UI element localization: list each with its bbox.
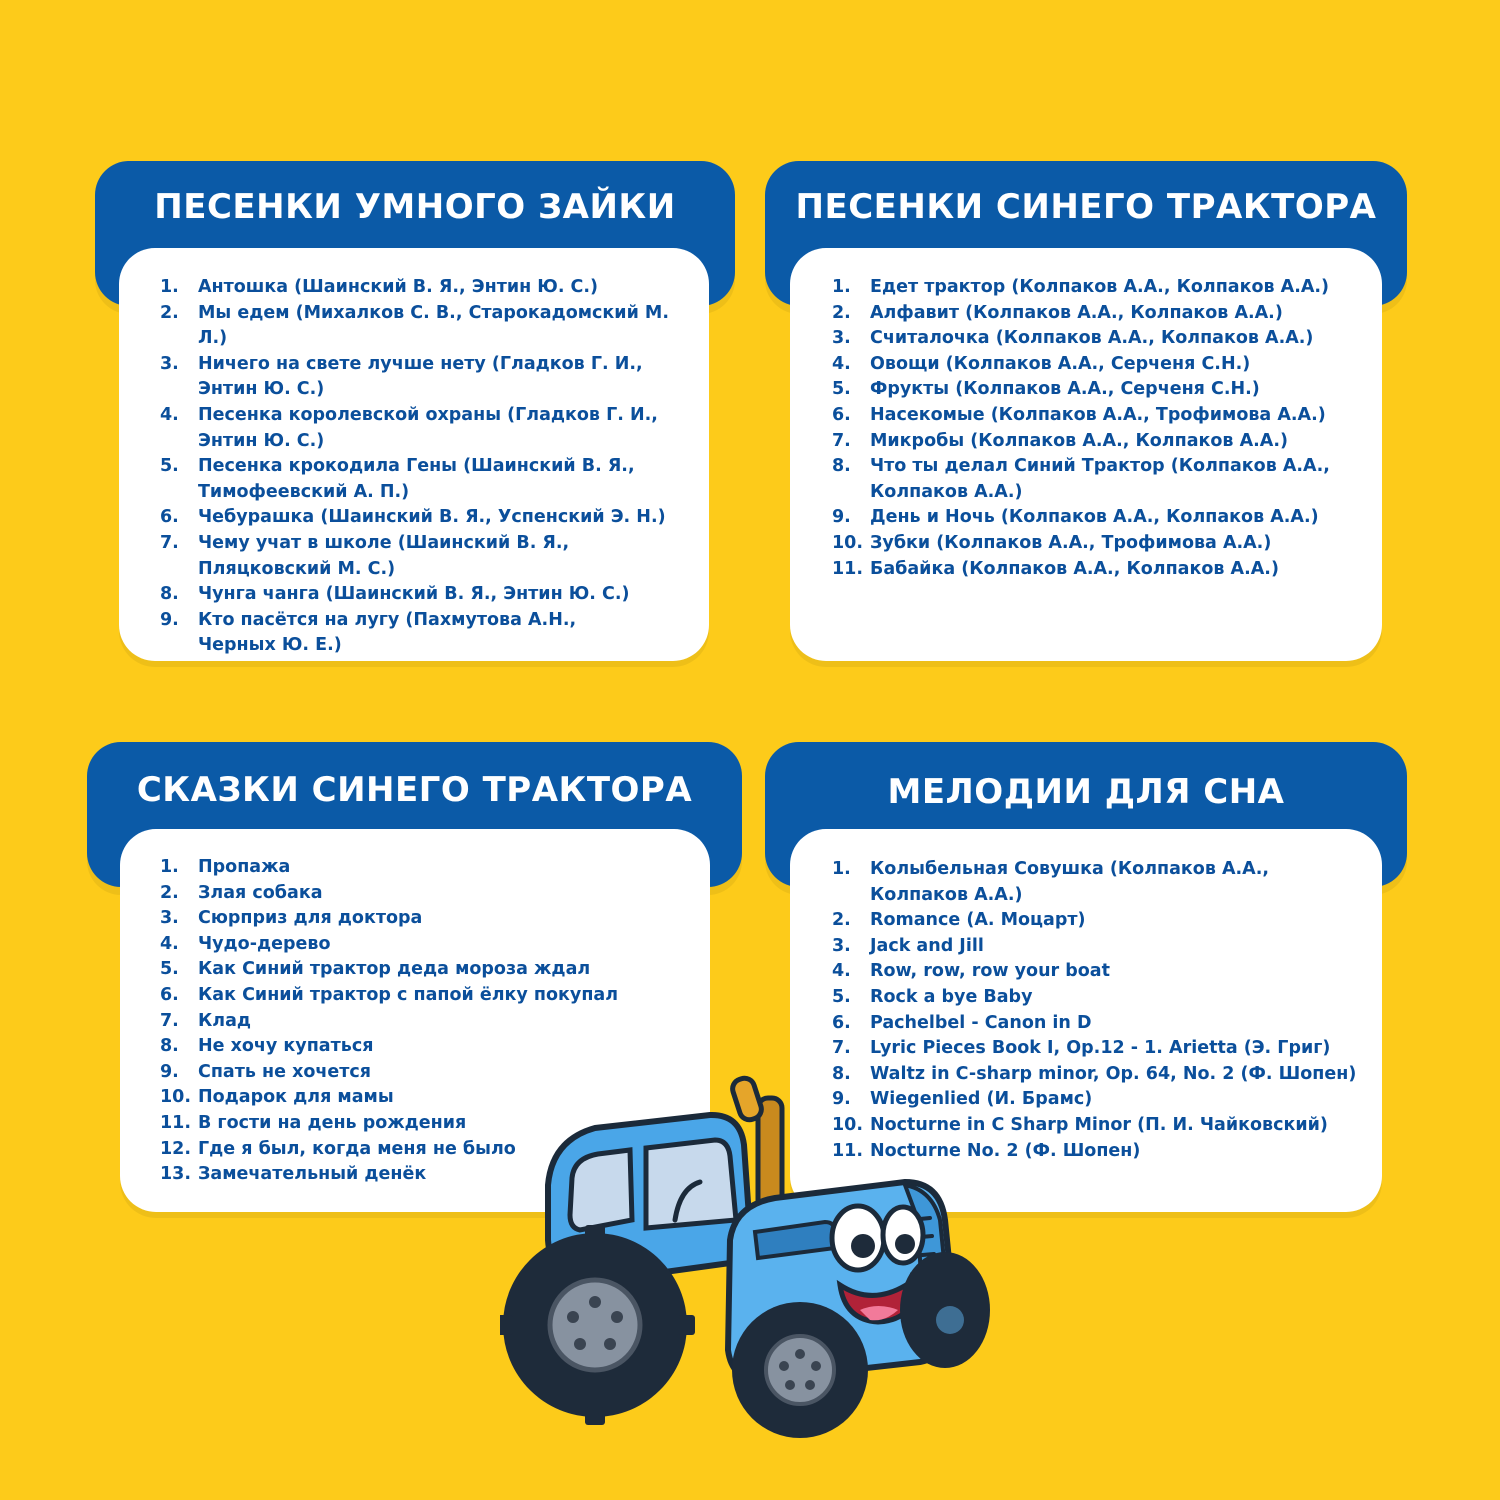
track-title-line: Песенка королевской охраны (Гладков Г. И., <box>198 404 658 425</box>
track-title-line: Сюрприз для доктора <box>198 908 423 929</box>
track-item <box>832 985 1377 1011</box>
track-title <box>198 301 700 352</box>
section-card-blue-tractor-songs <box>765 161 1407 661</box>
track-item <box>160 608 700 659</box>
track-number: 8. <box>832 456 851 477</box>
track-title-line: Не хочу купаться <box>198 1036 374 1057</box>
track-number: 1. <box>160 857 179 877</box>
track-number: 10. <box>160 1087 192 1108</box>
track-item <box>832 857 1377 908</box>
track-title-line: Антошка (Шаинский В. Я., Энтин Ю. С.) <box>198 277 599 297</box>
track-item <box>160 505 700 531</box>
track-title <box>870 275 1372 301</box>
track-number: 6. <box>832 1012 851 1033</box>
track-number: 3. <box>160 353 179 374</box>
track-title <box>870 959 1377 985</box>
track-title-line: Энтин Ю. С.) <box>198 379 325 400</box>
track-title <box>198 531 700 582</box>
track-item <box>160 855 700 881</box>
track-title <box>198 454 700 505</box>
track-title-line: Микробы (Колпаков А.А., Колпаков А.А.) <box>870 430 1288 451</box>
track-item <box>160 275 700 301</box>
track-title-line: Nocturne No. 2 (Ф. Шопен) <box>870 1140 1141 1161</box>
track-number: 11. <box>832 558 864 579</box>
track-title-line: Колыбельная Совушка (Колпаков А.А., <box>870 859 1270 879</box>
track-number: 2. <box>160 882 179 903</box>
track-title-line: Подарок для мамы <box>198 1087 394 1108</box>
track-title-line: Замечательный денёк <box>198 1164 427 1185</box>
track-number: 8. <box>160 1036 179 1057</box>
track-title <box>198 505 700 531</box>
track-number: 1. <box>160 277 179 297</box>
track-title-line: Колпаков А.А.) <box>870 884 1023 905</box>
track-number: 7. <box>832 430 851 451</box>
track-item <box>832 934 1377 960</box>
track-item <box>832 403 1372 429</box>
track-title <box>870 1036 1377 1062</box>
track-title-line: Чебурашка (Шаинский В. Я., Успенский Э. Н.) <box>198 507 666 528</box>
blue-tractor-illustration <box>500 1070 1000 1440</box>
section-title: ПЕСЕНКИ СИНЕГО ТРАКТОРА <box>795 187 1377 227</box>
track-item <box>160 957 700 983</box>
track-number: 5. <box>832 379 851 400</box>
section-body <box>119 248 709 661</box>
track-number: 9. <box>832 507 851 528</box>
track-title <box>870 403 1372 429</box>
track-title-line: Чудо-дерево <box>198 933 331 954</box>
track-title-line: Насекомые (Колпаков А.А., Трофимова А.А.) <box>870 404 1326 425</box>
track-list <box>832 275 1372 582</box>
track-item <box>160 932 700 958</box>
track-title-line: Как Синий трактор деда мороза ждал <box>198 959 591 980</box>
track-title-line: Waltz in C-sharp minor, Op. 64, No. 2 (Ф. Шопен) <box>870 1063 1357 1084</box>
track-number: 5. <box>832 986 851 1007</box>
track-item <box>160 301 700 352</box>
track-number: 1. <box>832 859 851 879</box>
track-item <box>832 275 1372 301</box>
track-number: 6. <box>832 404 851 425</box>
track-title-line: Кто пасётся на лугу (Пахмутова А.Н., <box>198 609 577 630</box>
track-title <box>870 301 1372 327</box>
track-number: 2. <box>832 910 851 931</box>
track-title <box>198 1009 700 1035</box>
track-title-line: Romance (А. Моцарт) <box>870 910 1086 931</box>
track-title-line: Wiegenlied (И. Брамс) <box>870 1089 1093 1110</box>
track-number: 3. <box>832 328 851 349</box>
track-item <box>832 959 1377 985</box>
track-number: 5. <box>160 959 179 980</box>
track-title-line: Jack and Jill <box>870 935 984 956</box>
track-number: 7. <box>160 532 179 553</box>
track-title-line: Черных Ю. Е.) <box>198 635 342 656</box>
track-number: 2. <box>160 302 179 323</box>
track-title-line: Зубки (Колпаков А.А., Трофимова А.А.) <box>870 532 1272 553</box>
track-title <box>870 352 1372 378</box>
track-item <box>832 377 1372 403</box>
track-title <box>870 1011 1377 1037</box>
track-item <box>832 505 1372 531</box>
track-number: 13. <box>160 1164 192 1185</box>
track-item <box>160 983 700 1009</box>
section-title: СКАЗКИ СИНЕГО ТРАКТОРА <box>136 770 693 810</box>
track-title-line: Чему учат в школе (Шаинский В. Я., <box>198 532 570 553</box>
track-item <box>832 454 1372 505</box>
track-item <box>832 326 1372 352</box>
track-item <box>832 531 1372 557</box>
track-number: 9. <box>160 1061 179 1082</box>
track-number: 6. <box>160 507 179 528</box>
front-wheel <box>732 1302 868 1438</box>
track-title-line: Ничего на свете лучше нету (Гладков Г. И., <box>198 353 643 374</box>
track-title <box>870 505 1372 531</box>
track-number: 8. <box>160 584 179 605</box>
track-item <box>832 908 1377 934</box>
track-number: 3. <box>160 908 179 929</box>
track-title-line: Фрукты (Колпаков А.А., Серченя С.Н.) <box>870 379 1260 400</box>
track-number: 4. <box>832 961 851 982</box>
track-number: 7. <box>832 1038 851 1059</box>
track-number: 10. <box>832 1114 864 1135</box>
track-number: 11. <box>832 1140 864 1161</box>
track-title <box>198 275 700 301</box>
track-item <box>160 403 700 454</box>
track-item <box>160 881 700 907</box>
track-title-line: Rock a bye Baby <box>870 986 1033 1007</box>
track-title-line: Бабайка (Колпаков А.А., Колпаков А.А.) <box>870 558 1279 579</box>
track-title <box>870 454 1372 505</box>
track-item <box>832 429 1372 455</box>
track-title <box>870 557 1372 583</box>
track-item <box>832 301 1372 327</box>
track-title-line: Что ты делал Синий Трактор (Колпаков А.А., <box>870 456 1330 477</box>
far-front-wheel <box>900 1252 990 1368</box>
track-item <box>160 531 700 582</box>
track-title-line: В гости на день рождения <box>198 1112 467 1133</box>
track-item <box>160 1034 700 1060</box>
track-title <box>870 429 1372 455</box>
track-item <box>832 557 1372 583</box>
track-title-line: Мы едем (Михалков С. В., Старокадомский М. Л.) <box>198 302 669 349</box>
track-number: 6. <box>160 984 179 1005</box>
track-title <box>198 352 700 403</box>
track-item <box>160 454 700 505</box>
track-title <box>198 932 700 958</box>
track-title-line: Считалочка (Колпаков А.А., Колпаков А.А.) <box>870 328 1314 349</box>
track-number: 8. <box>832 1063 851 1084</box>
track-number: 12. <box>160 1138 192 1159</box>
track-title <box>870 326 1372 352</box>
track-title <box>870 908 1377 934</box>
track-number: 1. <box>832 277 851 297</box>
track-title <box>198 855 700 881</box>
track-title-line: Тимофеевский А. П.) <box>198 481 410 502</box>
track-number: 4. <box>160 933 179 954</box>
track-title <box>198 403 700 454</box>
track-title-line: Пляцковский М. С.) <box>198 558 396 579</box>
track-title-line: Овощи (Колпаков А.А., Серченя С.Н.) <box>870 353 1251 374</box>
track-title-line: Как Синий трактор с папой ёлку покупал <box>198 984 619 1005</box>
section-title: ПЕСЕНКИ УМНОГО ЗАЙКИ <box>154 187 676 227</box>
track-title-line: Чунга чанга (Шаинский В. Я., Энтин Ю. С.) <box>198 584 630 605</box>
track-title <box>198 1034 700 1060</box>
track-title <box>870 934 1377 960</box>
track-title-line: Lyric Pieces Book I, Op.12 - 1. Arietta (Э. Григ) <box>870 1038 1331 1059</box>
track-title-line: Энтин Ю. С.) <box>198 430 325 451</box>
track-item <box>160 906 700 932</box>
track-number: 4. <box>832 353 851 374</box>
track-title <box>198 957 700 983</box>
track-title-line: Клад <box>198 1010 252 1031</box>
track-title-line: Пропажа <box>198 857 291 877</box>
track-title-line: Где я был, когда меня не было <box>198 1138 516 1159</box>
track-item <box>832 352 1372 378</box>
track-title <box>198 983 700 1009</box>
track-title-line: Алфавит (Колпаков А.А., Колпаков А.А.) <box>870 302 1283 323</box>
section-title: МЕЛОДИИ ДЛЯ СНА <box>887 772 1285 812</box>
track-item <box>832 1036 1377 1062</box>
track-title <box>198 881 700 907</box>
track-number: 5. <box>160 456 179 477</box>
track-title-line: Pachelbel - Canon in D <box>870 1012 1092 1033</box>
track-number: 10. <box>832 532 864 553</box>
section-body <box>790 248 1382 661</box>
track-number: 4. <box>160 404 179 425</box>
track-title-line: Спать не хочется <box>198 1061 372 1082</box>
track-title <box>198 608 700 659</box>
track-number: 9. <box>160 609 179 630</box>
track-number: 2. <box>832 302 851 323</box>
track-item <box>160 352 700 403</box>
track-item <box>160 582 700 608</box>
track-title-line: Злая собака <box>198 882 323 903</box>
track-title-line: Едет трактор (Колпаков А.А., Колпаков А.А.) <box>870 277 1330 297</box>
track-title <box>198 906 700 932</box>
track-title-line: Nocturne in C Sharp Minor (П. И. Чайковский) <box>870 1114 1328 1135</box>
track-item <box>160 1009 700 1035</box>
track-title-line: День и Ночь (Колпаков А.А., Колпаков А.А.) <box>870 507 1319 528</box>
track-number: 3. <box>832 935 851 956</box>
section-card-smart-bunny-songs <box>95 161 735 661</box>
track-number: 7. <box>160 1010 179 1031</box>
track-title-line: Песенка крокодила Гены (Шаинский В. Я., <box>198 456 635 477</box>
track-title-line: Колпаков А.А.) <box>870 481 1023 502</box>
track-title <box>870 377 1372 403</box>
track-number: 9. <box>832 1089 851 1110</box>
track-title <box>870 531 1372 557</box>
track-title <box>198 582 700 608</box>
track-list <box>160 275 700 659</box>
track-item <box>832 1011 1377 1037</box>
track-title-line: Row, row, row your boat <box>870 961 1110 982</box>
track-number: 11. <box>160 1112 192 1133</box>
track-title <box>870 985 1377 1011</box>
track-title <box>870 857 1377 908</box>
